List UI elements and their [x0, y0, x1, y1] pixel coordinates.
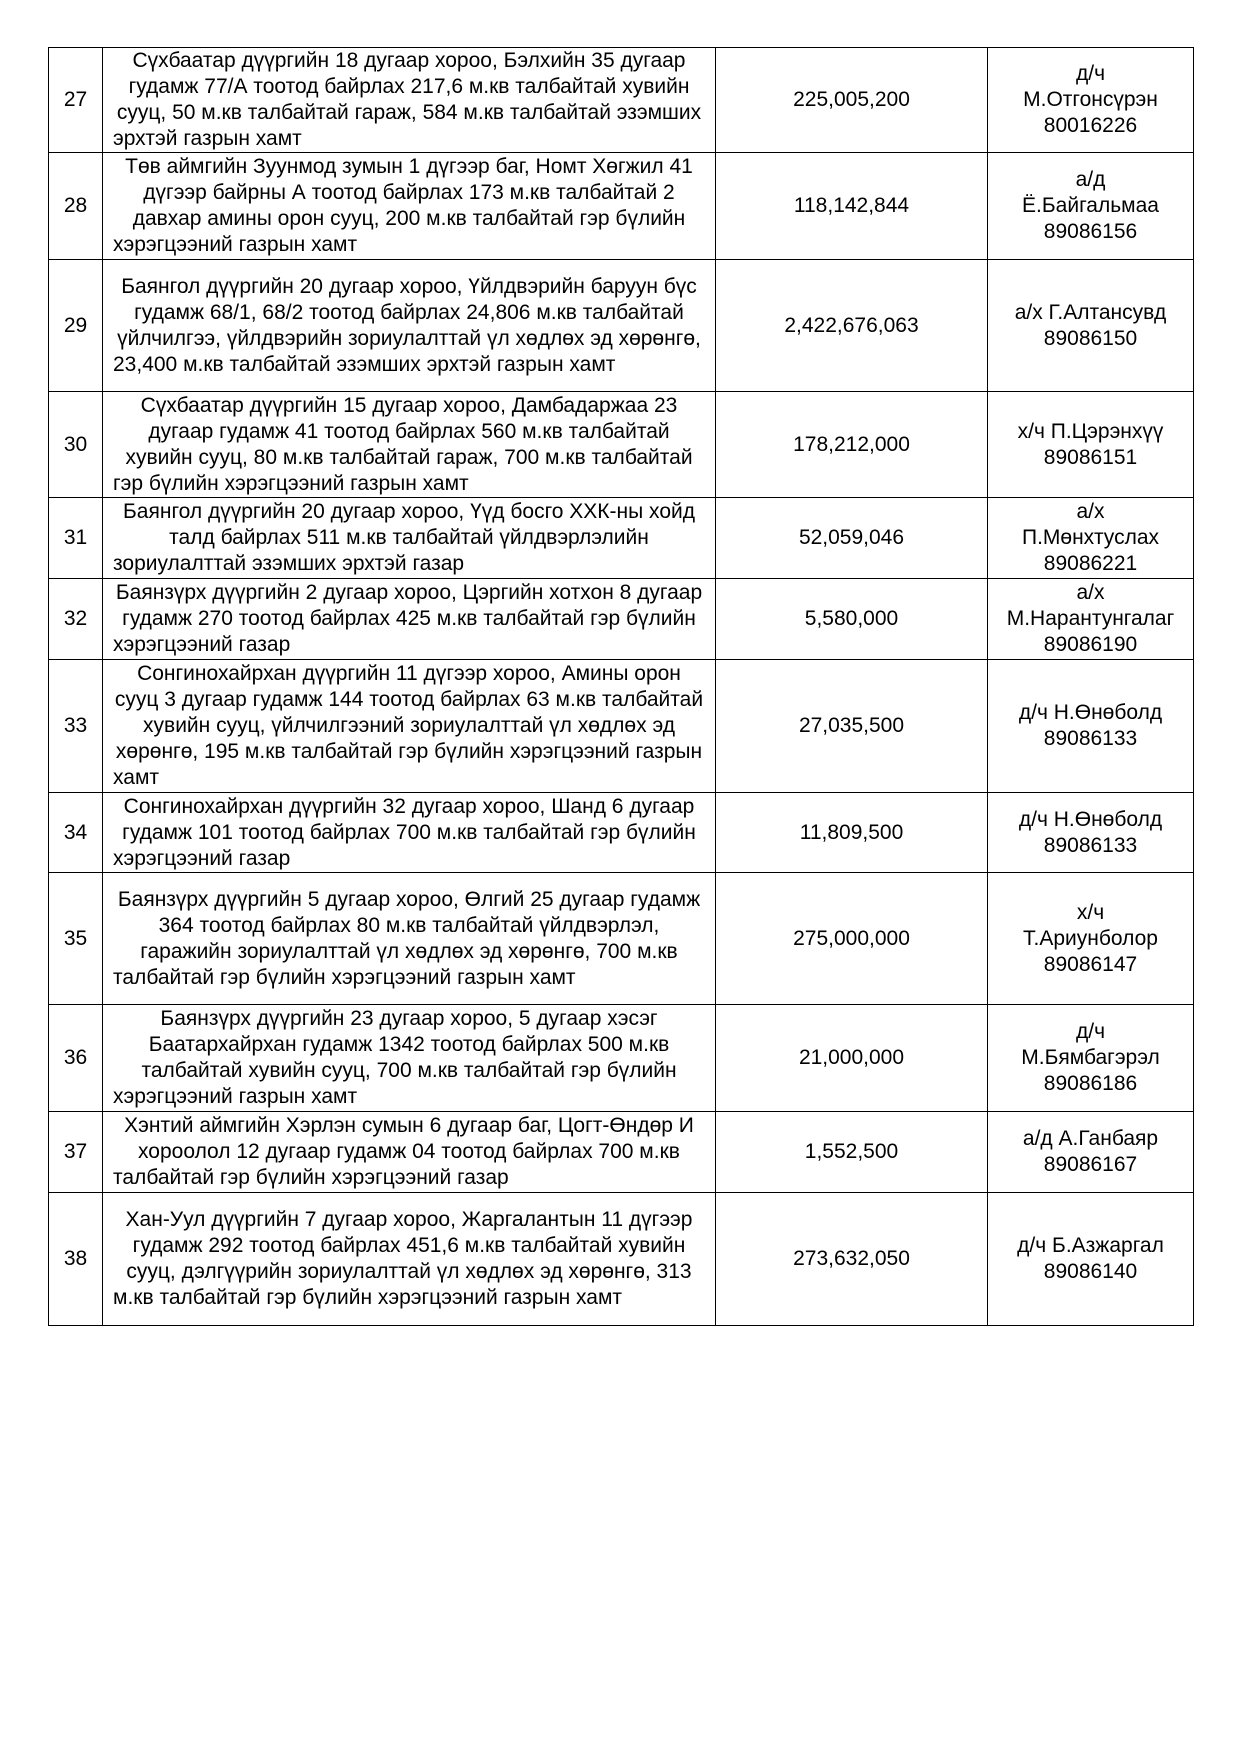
- property-description: Баянгол дүүргийн 20 дугаар хороо, Үүд босго ХХК-ны хойд талд байрлах 511 м.кв талбайтай үйлдвэрлэлийн зориулалттай эзэмших эрхтэй газар: [103, 498, 716, 579]
- property-table: [48, 47, 1194, 1326]
- property-price: 5,580,000: [716, 579, 988, 660]
- contact-cell: [988, 260, 1194, 392]
- table-row: [49, 392, 1194, 498]
- contact-line: а/х: [1076, 500, 1105, 523]
- property-description: Баянгол дүүргийн 20 дугаар хороо, Үйлдвэрийн баруун бүс гудамж 68/1, 68/2 тоотод байрлах 24,806 м.кв талбайтай үйлчилгээ, үйлдвэрийн зориулалттай үл хөдлөх эд хөрөнгө, 23,400 м.кв талбайтай эзэмших эрхтэй газрын хамт: [103, 260, 716, 392]
- contact-line: 89086167: [1043, 1153, 1138, 1176]
- contact-line: х/ч: [1076, 900, 1105, 924]
- contact-line: х/ч П.Цэрэнхүү: [1017, 419, 1164, 443]
- row-number: 28: [49, 153, 103, 260]
- property-price: 118,142,844: [716, 153, 988, 260]
- table-row: [49, 48, 1194, 153]
- row-number: 30: [49, 392, 103, 498]
- contact-line: 80016226: [1043, 114, 1138, 137]
- table-row: [49, 1193, 1194, 1326]
- contact-line: д/ч: [1075, 62, 1106, 85]
- contact-line: 89086140: [1043, 1260, 1138, 1283]
- property-price: 1,552,500: [716, 1112, 988, 1193]
- table-row: [49, 793, 1194, 873]
- row-number: 35: [49, 873, 103, 1005]
- contact-line: а/д А.Ганбаяр: [1022, 1127, 1159, 1150]
- property-description: Сонгинохайрхан дүүргийн 11 дүгээр хороо, Амины орон сууц 3 дугаар гудамж 144 тоотод байрлах 63 м.кв талбайтай хувийн сууц, үйлчилгээний зориулалттай үл хөдлөх эд хөрөнгө, 195 м.кв талбайтай гэр бүлийн хэрэгцээний газрын хамт: [103, 660, 716, 793]
- contact-line: 89086186: [1043, 1072, 1138, 1095]
- row-number: 34: [49, 793, 103, 873]
- contact-line: а/д: [1075, 168, 1106, 191]
- property-table-body: [49, 48, 1194, 1326]
- property-price: 52,059,046: [716, 498, 988, 579]
- property-description: Сүхбаатар дүүргийн 15 дугаар хороо, Дамбадаржаа 23 дугаар гудамж 41 тоотод байрлах 560 м.кв талбайтай хувийн сууц, 80 м.кв талбайтай гараж, 700 м.кв талбайтай гэр бүлийн хэрэгцээний газрын хамт: [103, 392, 716, 498]
- contact-line: 89086156: [1043, 220, 1138, 243]
- property-price: 21,000,000: [716, 1005, 988, 1112]
- contact-cell: [988, 579, 1194, 660]
- contact-line: 89086133: [1043, 833, 1138, 857]
- contact-line: Т.Ариунболор: [1023, 926, 1158, 950]
- contact-line: а/х: [1076, 581, 1105, 604]
- table-row: [49, 260, 1194, 392]
- contact-line: д/ч Н.Өнөболд: [1018, 807, 1163, 831]
- table-row: [49, 579, 1194, 660]
- table-row: [49, 660, 1194, 793]
- contact-line: М.Нарантунгалаг: [1006, 607, 1175, 630]
- contact-line: 89086147: [1043, 952, 1138, 976]
- property-description: Хан-Уул дүүргийн 7 дугаар хороо, Жаргалантын 11 дүгээр гудамж 292 тоотод байрлах 451,6 м.кв талбайтай хувийн сууц, дэлгүүрийн зориулалттай үл хөдлөх эд хөрөнгө, 313 м.кв талбайтай гэр бүлийн хэрэгцээний газрын хамт: [103, 1193, 716, 1326]
- contact-cell: [988, 873, 1194, 1005]
- property-description: Сүхбаатар дүүргийн 18 дугаар хороо, Бэлхийн 35 дугаар гудамж 77/А тоотод байрлах 217,6 м.кв талбайтай хувийн сууц, 50 м.кв талбайтай гараж, 584 м.кв талбайтай эзэмших эрхтэй газрын хамт: [103, 48, 716, 153]
- contact-cell: [988, 1193, 1194, 1326]
- contact-cell: [988, 392, 1194, 498]
- contact-cell: [988, 1112, 1194, 1193]
- property-price: 11,809,500: [716, 793, 988, 873]
- contact-line: Ё.Байгальмаа: [1022, 194, 1159, 217]
- contact-line: д/ч Б.Азжаргал: [1017, 1234, 1164, 1257]
- property-price: 27,035,500: [716, 660, 988, 793]
- contact-line: 89086133: [1043, 727, 1138, 750]
- contact-line: 89086221: [1043, 552, 1138, 575]
- contact-line: 89086151: [1043, 445, 1138, 469]
- property-description: Сонгинохайрхан дүүргийн 32 дугаар хороо, Шанд 6 дугаар гудамж 101 тоотод байрлах 700 м.кв талбайтай гэр бүлийн хэрэгцээний газар: [103, 793, 716, 873]
- property-price: 273,632,050: [716, 1193, 988, 1326]
- row-number: 37: [49, 1112, 103, 1193]
- property-description: Баянзүрх дүүргийн 5 дугаар хороо, Өлгий 25 дугаар гудамж 364 тоотод байрлах 80 м.кв талбайтай үйлдвэрлэл, гаражийн зориулалттай үл хөдлөх эд хөрөнгө, 700 м.кв талбайтай гэр бүлийн хэрэгцээний газрын хамт: [103, 873, 716, 1005]
- property-description: Хэнтий аймгийн Хэрлэн сумын 6 дугаар баг, Цогт-Өндөр И хороолол 12 дугаар гудамж 04 тоотод байрлах 700 м.кв талбайтай гэр бүлийн хэрэгцээний газар: [103, 1112, 716, 1193]
- property-description: Баянзүрх дүүргийн 2 дугаар хороо, Цэргийн хотхон 8 дугаар гудамж 270 тоотод байрлах 425 м.кв талбайтай гэр бүлийн хэрэгцээний газар: [103, 579, 716, 660]
- contact-line: 89086150: [1043, 326, 1138, 350]
- property-price: 275,000,000: [716, 873, 988, 1005]
- row-number: 29: [49, 260, 103, 392]
- property-description: Баянзүрх дүүргийн 23 дугаар хороо, 5 дугаар хэсэг Баатархайрхан гудамж 1342 тоотод байрлах 500 м.кв талбайтай хувийн сууц, 700 м.кв талбайтай гэр бүлийн хэрэгцээний газрын хамт: [103, 1005, 716, 1112]
- row-number: 38: [49, 1193, 103, 1326]
- contact-cell: [988, 498, 1194, 579]
- contact-line: М.Отгонсүрэн: [1023, 88, 1158, 111]
- property-price: 2,422,676,063: [716, 260, 988, 392]
- row-number: 33: [49, 660, 103, 793]
- table-row: [49, 1112, 1194, 1193]
- table-row: [49, 153, 1194, 260]
- contact-line: д/ч: [1075, 1020, 1106, 1043]
- property-description: Төв аймгийн Зуунмод зумын 1 дүгээр баг, Номт Хөгжил 41 дүгээр байрны А тоотод байрлах 173 м.кв талбайтай 2 давхар амины орон сууц, 200 м.кв талбайтай гэр бүлийн хэрэгцээний газрын хамт: [103, 153, 716, 260]
- contact-line: а/х Г.Алтансувд: [1014, 300, 1167, 324]
- contact-cell: [988, 793, 1194, 873]
- table-row: [49, 873, 1194, 1005]
- contact-line: П.Мөнхтуслах: [1021, 526, 1159, 549]
- contact-cell: [988, 660, 1194, 793]
- table-row: [49, 498, 1194, 579]
- contact-line: М.Бямбагэрэл: [1021, 1046, 1160, 1069]
- row-number: 32: [49, 579, 103, 660]
- contact-cell: [988, 153, 1194, 260]
- property-price: 225,005,200: [716, 48, 988, 153]
- contact-line: д/ч Н.Өнөболд: [1018, 701, 1163, 724]
- contact-line: 89086190: [1043, 633, 1138, 656]
- table-row: [49, 1005, 1194, 1112]
- contact-cell: [988, 1005, 1194, 1112]
- row-number: 31: [49, 498, 103, 579]
- row-number: 36: [49, 1005, 103, 1112]
- contact-cell: [988, 48, 1194, 153]
- row-number: 27: [49, 48, 103, 153]
- property-price: 178,212,000: [716, 392, 988, 498]
